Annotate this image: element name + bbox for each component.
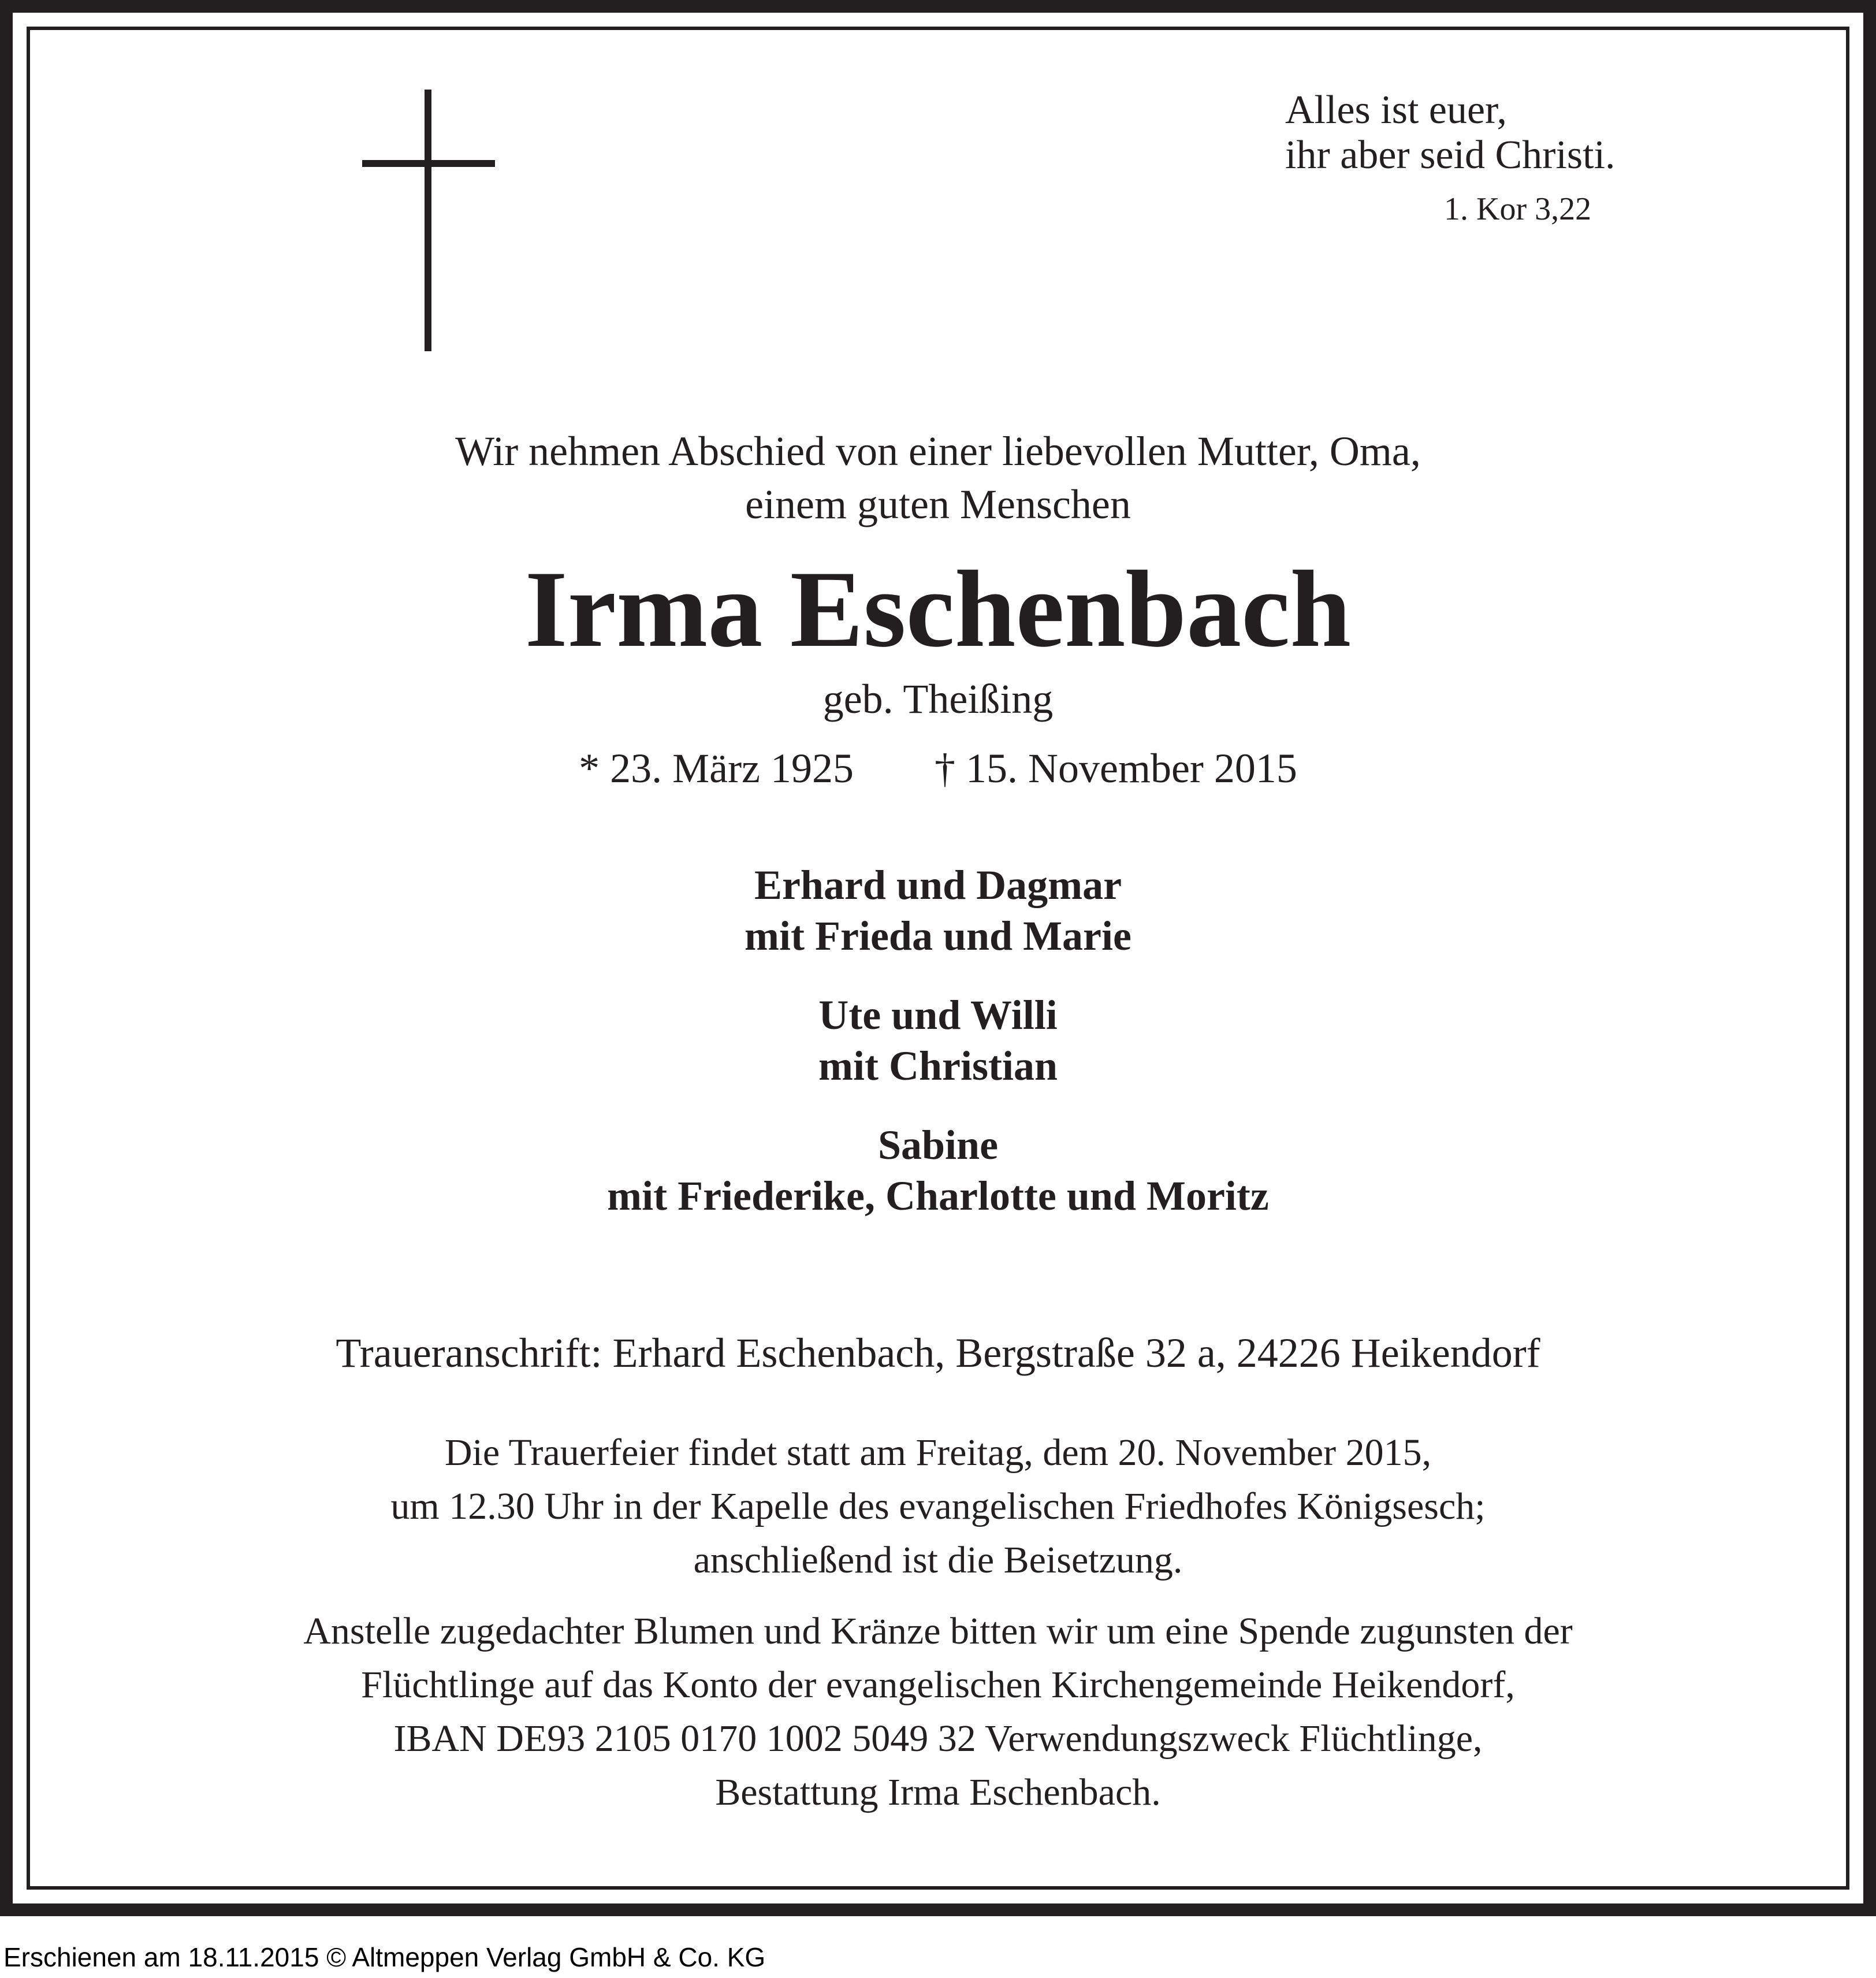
- verse-line-2: ihr aber seid Christi.: [1285, 133, 1616, 177]
- family-line: mit Friederike, Charlotte und Moritz: [607, 1173, 1269, 1219]
- family-line: Sabine: [877, 1122, 999, 1168]
- family-line: Erhard und Dagmar: [754, 862, 1122, 908]
- donation-line-3: IBAN DE93 2105 0170 1002 5049 32 Verwendungszweck Flüchtlinge,: [393, 1717, 1483, 1760]
- donation-line-2: Flüchtlinge auf das Konto der evangelischen Kirchengemeinde Heikendorf,: [361, 1664, 1515, 1706]
- life-dates: [0, 742, 1876, 794]
- intro-text: [0, 425, 1876, 531]
- ceremony-line-2: um 12.30 Uhr in der Kapelle des evangelischen Friedhofes Königsesch;: [390, 1485, 1486, 1527]
- donation-line-1: Anstelle zugedachter Blumen und Kränze bitten wir um eine Spende zugunsten der: [303, 1610, 1573, 1652]
- bible-verse: [1285, 88, 1616, 178]
- death-date: † 15. November 2015: [935, 745, 1297, 791]
- family-line: Ute und Willi: [818, 992, 1058, 1038]
- family-group-2: [0, 990, 1876, 1091]
- family-group-3: [0, 1120, 1876, 1221]
- ceremony-line-3: anschließend ist die Beisetzung.: [693, 1539, 1183, 1581]
- publication-footer: Erschienen am 18.11.2015 © Altmeppen Verlag GmbH & Co. KG: [3, 1942, 766, 1972]
- intro-line-2: einem guten Menschen: [745, 481, 1131, 527]
- verse-reference: 1. Kor 3,22: [1444, 191, 1592, 227]
- verse-line-1: Alles ist euer,: [1285, 88, 1508, 132]
- donation-info: [0, 1604, 1876, 1819]
- cross-icon-vertical: [425, 90, 431, 351]
- mourning-address: Traueranschrift: Erhard Eschenbach, Bergstraße 32 a, 24226 Heikendorf: [336, 1330, 1540, 1376]
- family-group-1: [0, 860, 1876, 961]
- family-line: mit Christian: [818, 1043, 1058, 1089]
- birth-date: * 23. März 1925: [579, 745, 854, 791]
- ceremony-line-1: Die Trauerfeier findet statt am Freitag, dem 20. November 2015,: [444, 1432, 1432, 1474]
- maiden-name: geb. Theißing: [822, 676, 1054, 722]
- deceased-name: Irma Eschenbach: [524, 549, 1352, 670]
- family-line: mit Frieda und Marie: [745, 913, 1131, 959]
- cross-icon-horizontal: [362, 160, 495, 167]
- donation-line-4: Bestattung Irma Eschenbach.: [715, 1771, 1161, 1813]
- intro-line-1: Wir nehmen Abschied von einer liebevollen Mutter, Oma,: [455, 428, 1421, 474]
- ceremony-info: [0, 1426, 1876, 1587]
